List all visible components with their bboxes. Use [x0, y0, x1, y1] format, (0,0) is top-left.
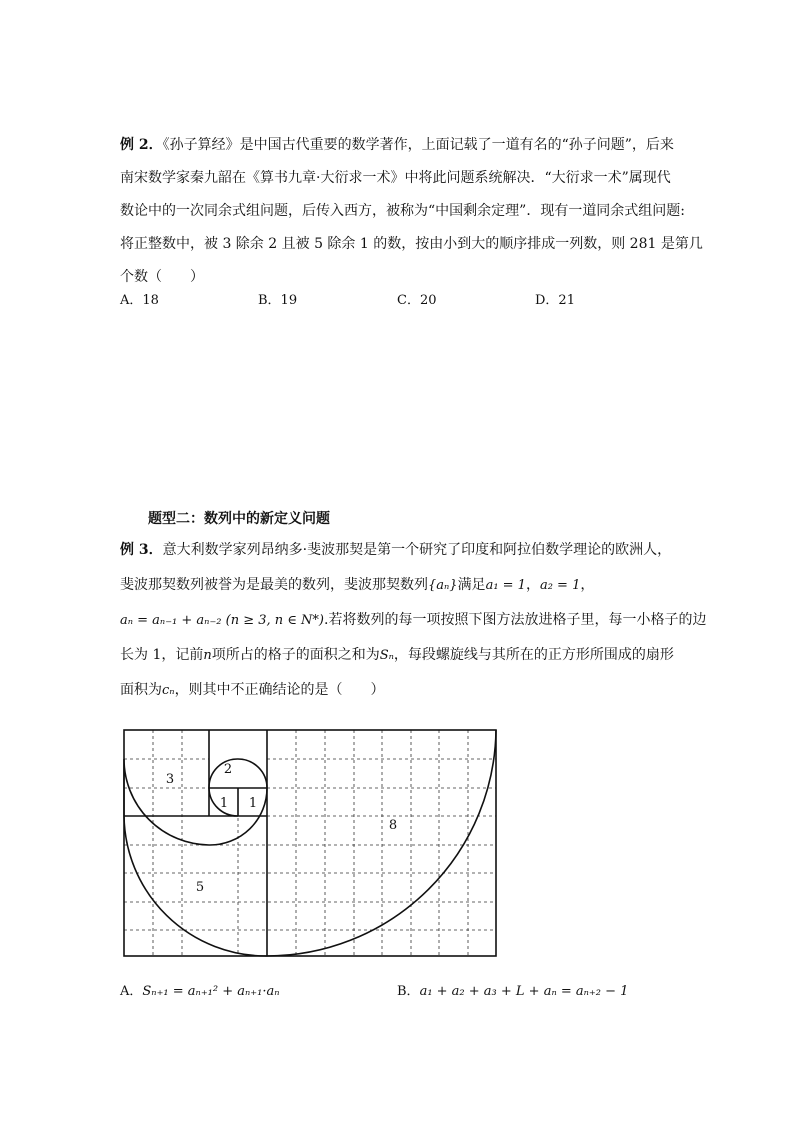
- option-b-row: [397, 980, 628, 999]
- grid-dashed-lines: [124, 730, 496, 956]
- sequence-set: {aₙ}: [428, 578, 458, 593]
- example-2-line-5: 个数（ ）: [120, 269, 204, 285]
- variable-n: n: [203, 648, 212, 663]
- square-label-3: 3: [165, 772, 175, 787]
- option-b: B．19: [258, 293, 298, 308]
- recurrence-formula: aₙ = aₙ₋₁ + aₙ₋₂ (n ≥ 3, n ∈ N*): [120, 613, 324, 628]
- spiral-curve: [124, 730, 496, 956]
- example-2-line-1: 例 2．《孙子算经》是中国古代重要的数学著作，上面记载了一道有名的“孙子问题”，后来: [120, 137, 674, 153]
- example-3-line-2: 斐波那契数列被誉为是最美的数列，斐波那契数列{aₙ}满足a₁ = 1，a₂ = 1，: [120, 577, 595, 593]
- square-label-1a: 1: [219, 796, 229, 811]
- variable-Sn: Sₙ: [379, 648, 394, 663]
- option-d: D．21: [535, 293, 575, 308]
- option-a-row: [120, 980, 280, 999]
- square-label-2: 2: [223, 762, 233, 777]
- section-heading: 题型二：数列中的新定义问题: [148, 511, 330, 527]
- option-b-formula: a₁ + a₂ + a₃ + L + aₙ = aₙ₊₂ − 1: [419, 984, 629, 999]
- example-2-line-3: 数论中的一次同余式组问题，后传入西方，被称为“中国剩余定理”．现有一道同余式组问题:: [120, 203, 686, 219]
- example-2-label: 例 2．: [120, 137, 163, 153]
- example-3-label: 例 3．: [120, 542, 163, 558]
- option-a: A．18: [120, 293, 159, 308]
- option-b-label: B．: [397, 984, 420, 999]
- example-3-line-3: aₙ = aₙ₋₁ + aₙ₋₂ (n ≥ 3, n ∈ N*).若将数列的每一项按照下图方法放进格子里，每一小格子的边: [120, 612, 707, 628]
- square-label-1b: 1: [248, 796, 258, 811]
- square-label-5: 5: [195, 880, 205, 895]
- option-c: C．20: [397, 293, 437, 308]
- variable-cn: cₙ: [162, 683, 175, 698]
- fibonacci-spiral-figure: [120, 727, 500, 959]
- example-2-line-2: 南宋数学家秦九韶在《算书九章·大衍求一术》中将此问题系统解决．“大衍求一术”属现代: [120, 170, 671, 186]
- example-2: [120, 129, 703, 294]
- option-a-formula: Sₙ₊₁ = aₙ₊₁² + aₙ₊₁·aₙ: [142, 984, 280, 999]
- square-label-8: 8: [388, 818, 398, 833]
- example-3-options: [120, 980, 680, 1004]
- fibonacci-squares: [124, 730, 496, 956]
- example-3-line-5: 面积为cₙ，则其中不正确结论的是（ ）: [120, 682, 385, 698]
- a2-condition: a₂ = 1: [539, 578, 581, 593]
- example-3-line-4: 长为 1，记前n项所占的格子的面积之和为Sₙ，每段螺旋线与其所在的正方形所围成的扇形: [120, 647, 674, 663]
- a1-condition: a₁ = 1: [485, 578, 526, 593]
- example-2-line-4: 将正整数中，被 3 除余 2 且被 5 除余 1 的数，按由小到大的顺序排成一列数，则 281 是第几: [120, 236, 703, 252]
- example-3: [120, 533, 707, 708]
- example-2-options: [120, 289, 680, 311]
- example-3-line-1: 例 3．意大利数学家列昂纳多·斐波那契是第一个研究了印度和阿拉伯数学理论的欧洲人，: [120, 542, 672, 558]
- option-a-label: A．: [120, 984, 143, 999]
